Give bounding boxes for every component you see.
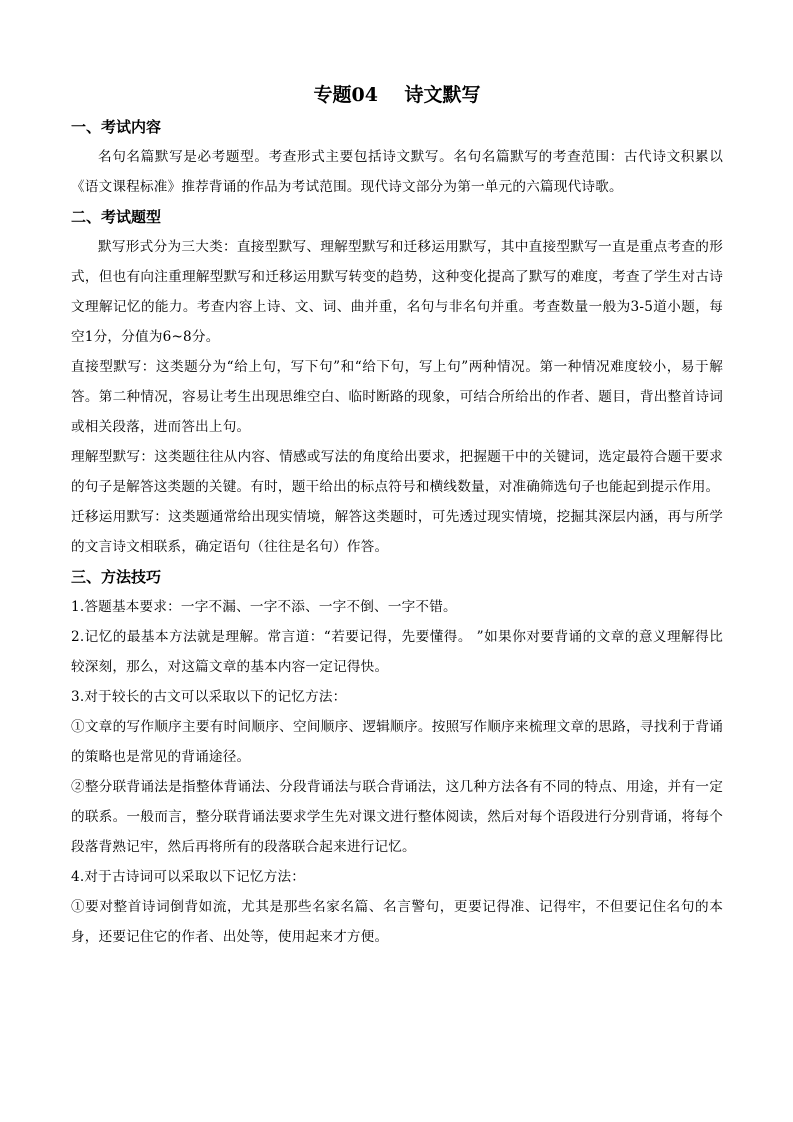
section-methods xyxy=(71,562,723,952)
section-exam-content xyxy=(71,112,723,202)
list-item: 2.记忆的最基本方法就是理解。常言道：“若要记得，先要懂得。 ”如果你对要背诵的文章的意义理解得比较深刻，那么，对这篇文章的基本内容一定记得快。 xyxy=(71,629,723,675)
list-item: ②整分联背诵法是指整体背诵法、分段背诵法与联合背诵法，这几种方法各有不同的特点、用途，并有一定的联系。一般而言，整分联背诵法要求学生先对课文进行整体阅读，然后对每个语段进行分别背诵，将每个段落背熟记牢，然后再将所有的段落联合起来进行记忆。 xyxy=(71,779,723,855)
paragraph-comprehension-type: 理解型默写：这类题往往从内容、情感或写法的角度给出要求，把握题干中的关键词，选定最符合题干要求的句子是解答这类题的关键。有时，题干给出的标点符号和横线数量，对准确筛选句子也能起到提示作用。 xyxy=(71,449,723,495)
section-heading: 二、考试题型 xyxy=(71,208,162,226)
paragraph-direct-type: 直接型默写：这类题分为“给上句，写下句”和“给下句，写上句”两种情况。第一种情况难度较小，易于解答。第二种情况，容易让考生出现思维空白、临时断路的现象，可结合所给出的作者、题目，背出整首诗词或相关段落，进而答出上句。 xyxy=(71,359,723,435)
paragraph: 默写形式分为三大类：直接型默写、理解型默写和迁移运用默写，其中直接型默写一直是重点考查的形式，但也有向注重理解型默写和迁移运用默写转变的趋势，这种变化提高了默写的难度，考查了学生对古诗文理解记忆的能力。考查内容上诗、文、词、曲并重，名句与非名句并重。考查数量一般为3-5道小题，每空1分，分值为6~8分。 xyxy=(71,239,723,345)
list-item: 1.答题基本要求：一字不漏、一字不添、一字不倒、一字不错。 xyxy=(71,599,457,615)
list-item: 4.对于古诗词可以采取以下记忆方法： xyxy=(71,869,306,885)
list-item: ①要对整首诗词倒背如流，尤其是那些名家名篇、名言警句，更要记得准、记得牢，不但要记住名句的本身，还要记住它的作者、出处等，使用起来才方便。 xyxy=(71,899,723,945)
list-item: 3.对于较长的古文可以采取以下的记忆方法： xyxy=(71,689,347,705)
paragraph: 名句名篇默写是必考题型。考查形式主要包括诗文默写。名句名篇默写的考查范围：古代诗文积累以《语文课程标准》推荐背诵的作品为考试范围。现代诗文部分为第一单元的六篇现代诗歌。 xyxy=(71,149,723,195)
document-page xyxy=(71,80,723,952)
section-heading: 一、考试内容 xyxy=(71,118,162,136)
section-heading: 三、方法技巧 xyxy=(71,568,162,586)
list-item: ①文章的写作顺序主要有时间顺序、空间顺序、逻辑顺序。按照写作顺序来梳理文章的思路，寻找利于背诵的策略也是常见的背诵途径。 xyxy=(71,719,723,765)
paragraph-transfer-type: 迁移运用默写：这类题通常给出现实情境，解答这类题时，可先透过现实情境，挖掘其深层内涵，再与所学的文言诗文相联系，确定语句（往往是名句）作答。 xyxy=(71,509,723,555)
section-question-types xyxy=(71,202,723,562)
page-title: 专题04 诗文默写 xyxy=(313,84,481,106)
